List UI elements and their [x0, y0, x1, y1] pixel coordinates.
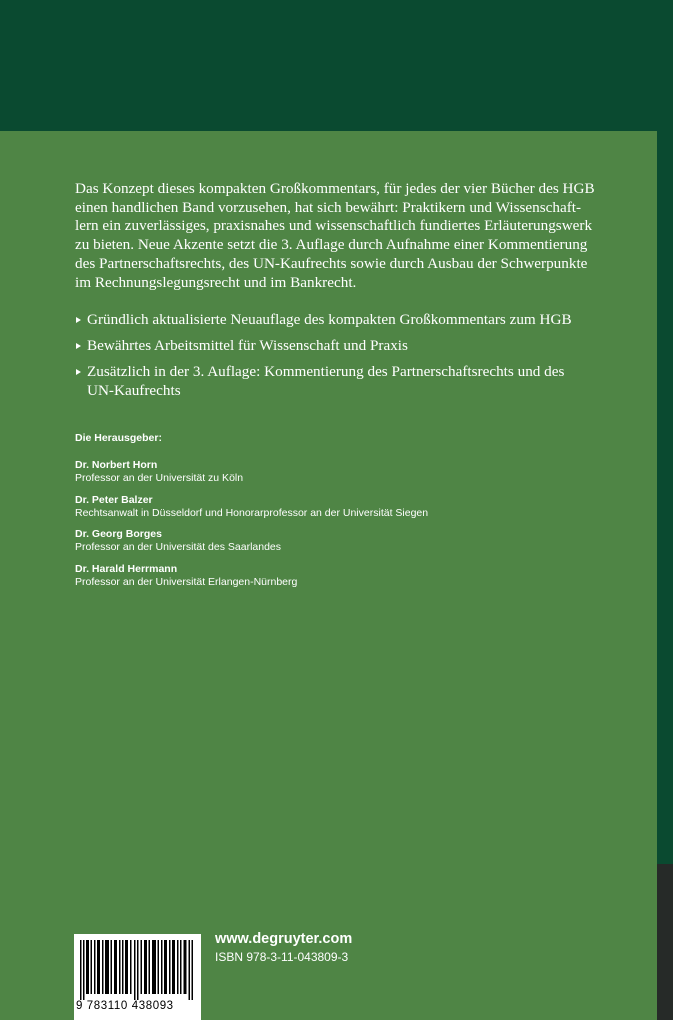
- spine-edge-dark-strip: [657, 864, 673, 1020]
- feature-list: [75, 311, 635, 408]
- editor-entry: [75, 563, 575, 589]
- description-line: zu bieten. Neue Akzente setzt die 3. Auflage durch Aufnahme einer Kommentierung: [75, 236, 588, 254]
- triangle-bullet-icon: [76, 317, 81, 323]
- editor-name: Dr. Norbert Horn: [75, 459, 158, 471]
- editor-role: Professor an der Universität des Saarlandes: [75, 541, 282, 553]
- feature-text: Zusätzlich in der 3. Auflage: Kommentierung des Partnerschaftsrechts und des UN-Kaufrechts: [87, 363, 565, 400]
- editor-entry: [75, 494, 575, 520]
- triangle-bullet-icon: [76, 343, 81, 349]
- description-line: des Partnerschaftsrechts, des UN-Kaufrechts sowie durch Ausbau der Schwerpunkte: [75, 254, 588, 272]
- editor-name: Dr. Georg Borges: [75, 528, 162, 540]
- feature-text: Bewährtes Arbeitsmittel für Wissenschaft und Praxis: [87, 337, 408, 355]
- triangle-bullet-icon: [76, 369, 81, 375]
- description-line: im Rechnungslegungsrecht und im Bankrecht.: [75, 273, 357, 291]
- feature-item: [75, 363, 575, 400]
- spine-edge-strip: [657, 131, 673, 864]
- feature-item: [75, 337, 635, 356]
- book-description: [75, 180, 605, 292]
- editor-name: Dr. Peter Balzer: [75, 493, 153, 506]
- feature-item: [75, 311, 635, 330]
- editors-heading: Die Herausgeber:: [75, 432, 162, 444]
- editor-entry: [75, 459, 575, 485]
- isbn-number: ISBN 978-3-11-043809-3: [215, 950, 349, 964]
- publisher-website: www.degruyter.com: [215, 931, 353, 947]
- editors-section: [75, 432, 575, 597]
- description-line: lern ein zuverlässiges, praxisnahes und wissenschaftlich fundiertes Erläuterungswerk: [75, 217, 593, 235]
- feature-text: Gründlich aktualisierte Neuauflage des kompakten Großkommentars zum HGB: [87, 311, 572, 328]
- editor-entry: [75, 528, 575, 554]
- isbn-barcode: [74, 934, 201, 1020]
- barcode-digits: 9 783110 438093: [76, 1000, 174, 1012]
- description-line: einen handlichen Band vorzusehen, hat sich bewährt: Praktikern und Wissenschaft-: [75, 198, 582, 216]
- description-line: Das Konzept dieses kompakten Großkommentars, für jedes der vier Bücher des HGB: [75, 180, 595, 197]
- top-dark-green-band: [0, 0, 673, 131]
- editor-role: Professor an der Universität Erlangen-Nürnberg: [75, 575, 298, 588]
- editor-role: Rechtsanwalt in Düsseldorf und Honorarprofessor an der Universität Siegen: [75, 506, 429, 519]
- editor-role: Professor an der Universität zu Köln: [75, 472, 244, 484]
- editor-name: Dr. Harald Herrmann: [75, 562, 178, 575]
- barcode-bars: [74, 934, 201, 1000]
